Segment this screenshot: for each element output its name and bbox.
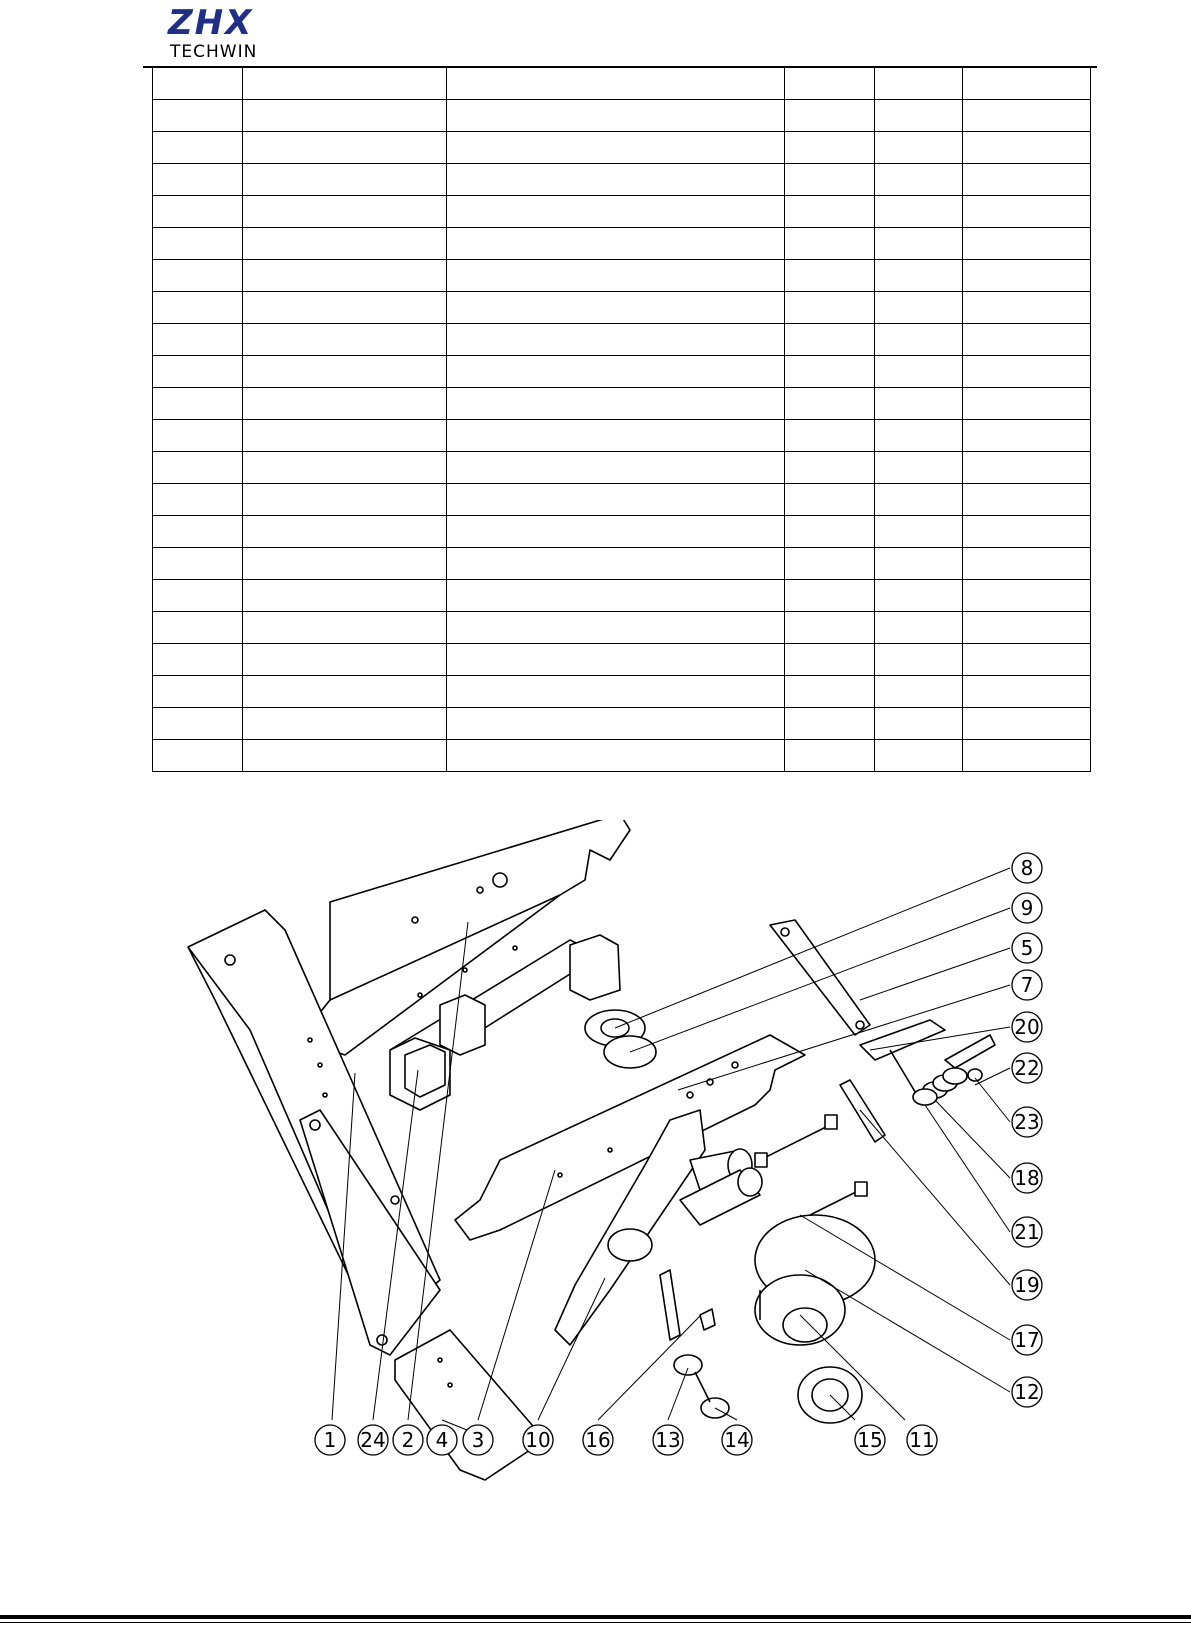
table-cell [875,324,963,356]
table-cell [875,452,963,484]
svg-text:22: 22 [1014,1056,1040,1080]
table-cell [785,548,875,580]
table-cell [785,516,875,548]
company-logo [168,3,288,62]
table-cell [447,68,785,100]
table-cell [785,708,875,740]
svg-text:20: 20 [1014,1015,1040,1039]
table-cell [785,228,875,260]
table-cell [785,324,875,356]
table-row [153,612,1091,644]
table-cell [447,420,785,452]
table-cell [447,356,785,388]
table-cell [785,196,875,228]
table-cell [963,292,1091,324]
table-cell [785,740,875,772]
table-cell [963,612,1091,644]
table-cell [785,292,875,324]
table-cell [243,676,447,708]
table-cell [963,324,1091,356]
svg-text:21: 21 [1014,1220,1040,1244]
table-cell [875,644,963,676]
table-cell [153,164,243,196]
table-row [153,260,1091,292]
callout-4 [427,1425,457,1455]
table-cell [785,612,875,644]
table-cell [447,676,785,708]
svg-text:12: 12 [1014,1380,1040,1404]
table-row [153,356,1091,388]
svg-text:16: 16 [585,1428,611,1452]
table-cell [875,228,963,260]
table-row [153,740,1091,772]
table-cell [785,356,875,388]
table-cell [875,356,963,388]
table-cell [153,324,243,356]
table-cell [447,388,785,420]
table-cell [447,260,785,292]
table-cell [243,548,447,580]
table-cell [875,484,963,516]
callout-5 [1012,933,1042,963]
table-cell [447,708,785,740]
callout-21 [1012,1217,1042,1247]
table-cell [785,260,875,292]
table-row [153,132,1091,164]
table-cell [963,164,1091,196]
callout-3 [463,1425,493,1455]
table-cell [153,260,243,292]
table-cell [243,708,447,740]
table-cell [875,420,963,452]
table-cell [447,164,785,196]
table-cell [153,68,243,100]
table-cell [785,420,875,452]
table-cell [785,68,875,100]
svg-text:5: 5 [1020,936,1034,960]
logo-subtitle: TECHWIN [170,42,258,62]
table-cell [447,612,785,644]
part-base-plate [395,1330,545,1480]
callout-24 [358,1425,388,1455]
table-cell [243,132,447,164]
table-cell [875,132,963,164]
table-cell [785,676,875,708]
table-cell [153,388,243,420]
table-cell [875,292,963,324]
table-cell [785,580,875,612]
table-cell [153,484,243,516]
table-cell [243,452,447,484]
table-cell [785,100,875,132]
callout-22 [1012,1053,1042,1083]
callout-10 [523,1425,553,1455]
table-cell [963,388,1091,420]
table-cell [447,580,785,612]
table-cell [447,452,785,484]
table-row [153,228,1091,260]
callout-19 [1012,1270,1042,1300]
table-cell [153,132,243,164]
part-gear-hub [755,1215,875,1345]
table-row [153,708,1091,740]
table-cell [875,100,963,132]
table-cell [447,292,785,324]
table-cell [153,356,243,388]
svg-text:24: 24 [360,1428,386,1452]
callout-7 [1012,970,1042,1000]
svg-text:17: 17 [1014,1328,1040,1352]
callout-17 [1012,1325,1042,1355]
table-cell [875,708,963,740]
table-cell [153,452,243,484]
callout-16 [583,1425,613,1455]
exploded-assembly-drawing [0,820,1191,1500]
table-row [153,580,1091,612]
table-cell [963,196,1091,228]
svg-text:13: 13 [655,1428,681,1452]
table-cell [243,644,447,676]
table-cell [875,196,963,228]
table-cell [153,612,243,644]
table-cell [153,420,243,452]
table-row [153,676,1091,708]
part-small-plate [840,1080,885,1142]
table-cell [785,644,875,676]
table-cell [875,164,963,196]
table-cell [243,516,447,548]
table-cell [243,612,447,644]
table-cell [875,580,963,612]
table-cell [243,324,447,356]
callout-2 [393,1425,423,1455]
svg-text:23: 23 [1014,1110,1040,1134]
table-cell [153,740,243,772]
table-cell [447,740,785,772]
table-cell [785,132,875,164]
table-cell [963,708,1091,740]
callout-12 [1012,1377,1042,1407]
table-cell [785,484,875,516]
table-row [153,452,1091,484]
svg-text:19: 19 [1014,1273,1040,1297]
table-row [153,516,1091,548]
table-row [153,420,1091,452]
svg-text:1: 1 [323,1428,337,1452]
table-cell [875,548,963,580]
table-cell [243,484,447,516]
table-cell [875,260,963,292]
table-cell [447,100,785,132]
table-cell [963,420,1091,452]
table-row [153,484,1091,516]
table-row [153,388,1091,420]
table-cell [963,356,1091,388]
table-cell [963,580,1091,612]
table-cell [875,516,963,548]
table-cell [447,324,785,356]
table-cell [875,740,963,772]
table-cell [243,740,447,772]
table-cell [447,548,785,580]
part-bearing-set [585,1010,656,1068]
table-cell [243,580,447,612]
table-cell [243,164,447,196]
table-cell [963,676,1091,708]
table-cell [875,612,963,644]
table-cell [243,292,447,324]
svg-text:10: 10 [525,1428,551,1452]
table-cell [963,228,1091,260]
table-cell [447,644,785,676]
table-cell [153,516,243,548]
callout-18 [1012,1163,1042,1193]
table-cell [447,132,785,164]
callout-1 [315,1425,345,1455]
table-row [153,644,1091,676]
table-cell [963,740,1091,772]
callout-11 [907,1425,937,1455]
table-cell [963,68,1091,100]
table-row [153,292,1091,324]
parts-table-body [153,68,1091,772]
part-bolts [755,1115,867,1215]
logo-mark: ZHX [168,3,254,43]
svg-text:4: 4 [435,1428,449,1452]
table-cell [785,452,875,484]
table-cell [243,68,447,100]
callout-9 [1012,893,1042,923]
table-cell [153,228,243,260]
svg-text:8: 8 [1020,856,1034,880]
table-cell [447,516,785,548]
part-spring-assembly [913,1068,982,1105]
callout-8 [1012,853,1042,883]
table-row [153,68,1091,100]
table-cell [153,196,243,228]
footer-rule-thin [0,1622,1191,1623]
parts-table [152,68,1091,772]
table-row [153,196,1091,228]
table-cell [785,388,875,420]
table-cell [963,452,1091,484]
table-cell [963,100,1091,132]
table-row [153,100,1091,132]
table-cell [153,100,243,132]
svg-text:15: 15 [857,1428,883,1452]
svg-text:3: 3 [471,1428,485,1452]
table-cell [153,708,243,740]
table-cell [963,484,1091,516]
callout-20 [1012,1012,1042,1042]
svg-text:9: 9 [1020,896,1034,920]
part-right-link [770,920,870,1035]
table-row [153,548,1091,580]
table-row [153,164,1091,196]
table-cell [875,388,963,420]
table-cell [963,644,1091,676]
table-cell [963,132,1091,164]
svg-text:14: 14 [724,1428,750,1452]
part-rollers [674,1309,729,1418]
table-cell [963,516,1091,548]
callout-23 [1012,1107,1042,1137]
svg-text:7: 7 [1020,973,1034,997]
table-cell [875,68,963,100]
table-cell [447,196,785,228]
table-cell [243,388,447,420]
footer-rule [0,1615,1191,1619]
table-cell [243,420,447,452]
table-cell [447,484,785,516]
table-cell [243,228,447,260]
svg-text:18: 18 [1014,1166,1040,1190]
table-cell [153,292,243,324]
callout-13 [653,1425,683,1455]
callout-15 [855,1425,885,1455]
table-cell [963,548,1091,580]
table-cell [153,548,243,580]
table-cell [447,228,785,260]
table-row [153,324,1091,356]
table-cell [963,260,1091,292]
callout-14 [722,1425,752,1455]
table-cell [875,676,963,708]
table-cell [243,356,447,388]
table-cell [243,100,447,132]
table-cell [243,196,447,228]
table-cell [153,676,243,708]
svg-text:2: 2 [401,1428,415,1452]
table-cell [153,644,243,676]
table-cell [153,580,243,612]
svg-text:11: 11 [909,1428,935,1452]
table-cell [243,260,447,292]
table-cell [785,164,875,196]
